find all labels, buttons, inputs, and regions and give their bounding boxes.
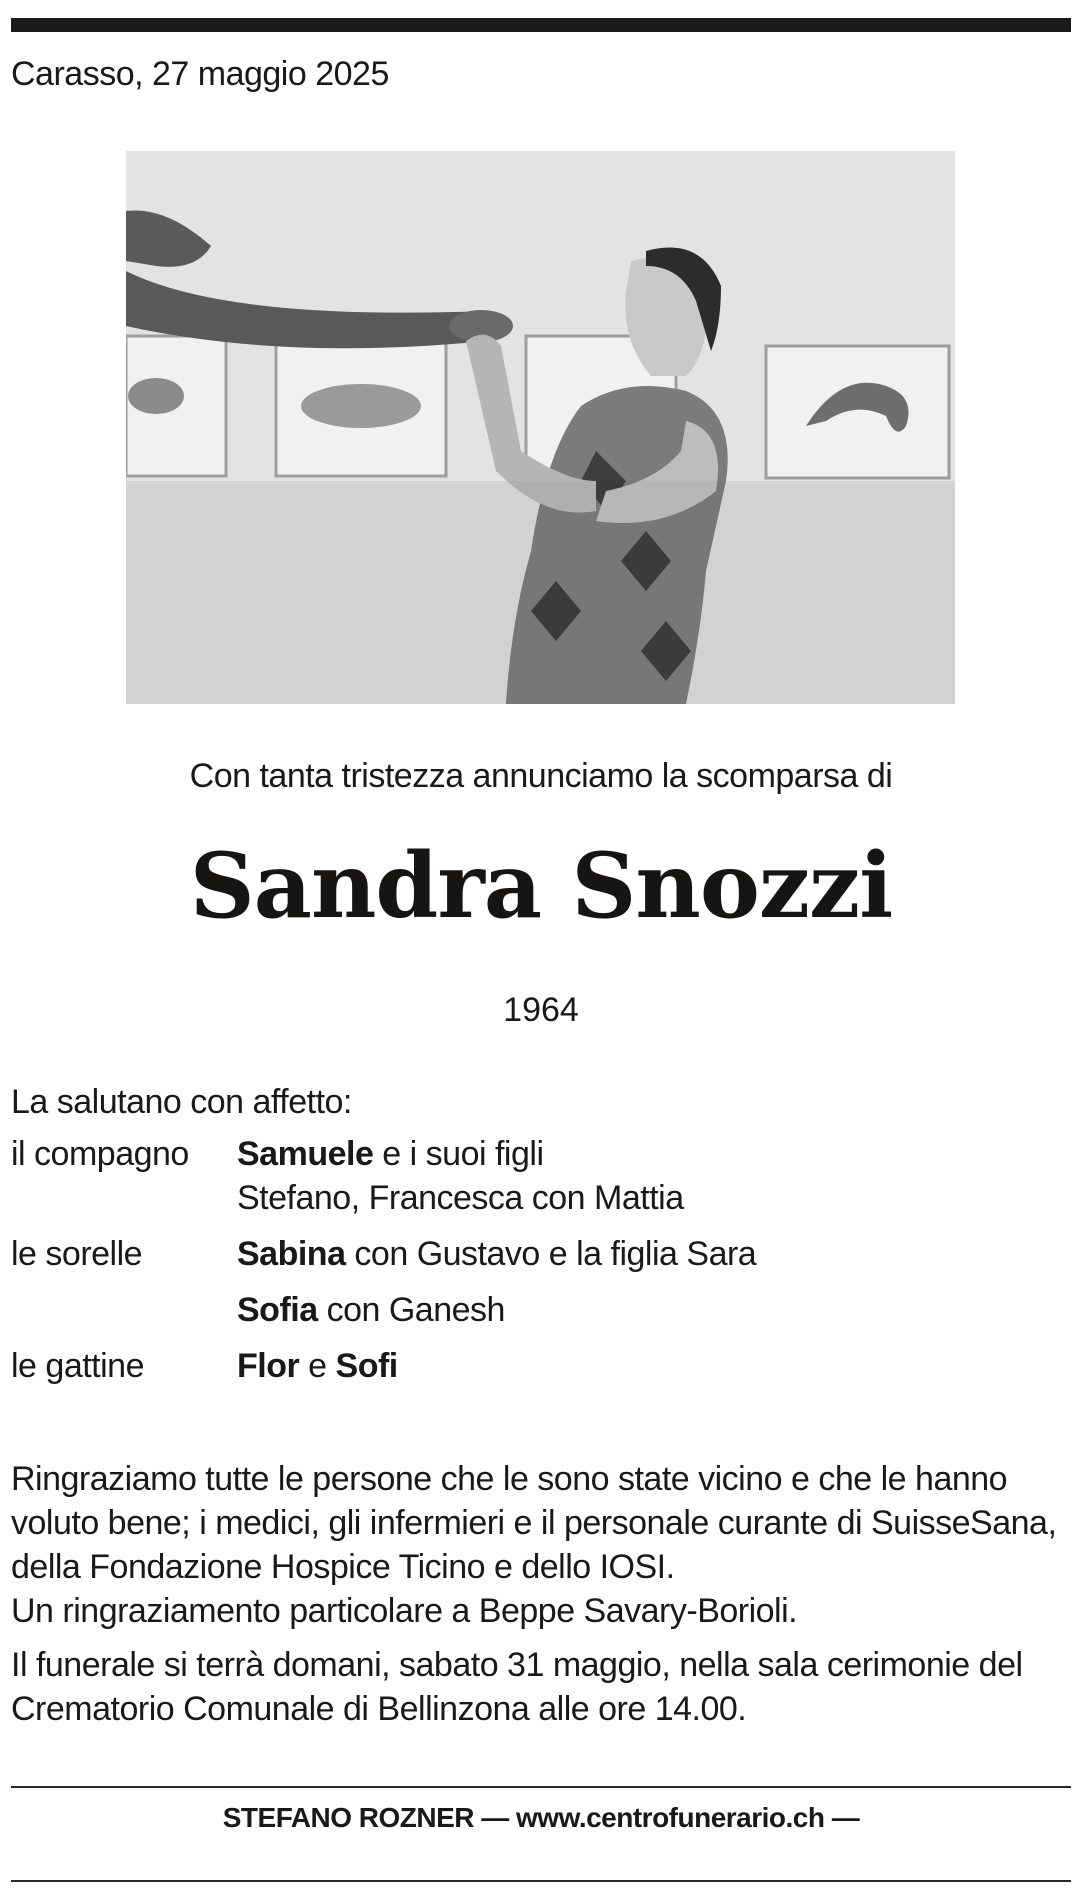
- framed-picture-right: [766, 346, 949, 478]
- relatives: [237, 1288, 1071, 1332]
- relative-name: Sofi: [335, 1347, 398, 1385]
- relation-label: le sorelle: [11, 1235, 143, 1273]
- relation-label: le gattine: [11, 1347, 144, 1385]
- relative-detail: con Ganesh: [317, 1291, 505, 1329]
- footer-credit: STEFANO ROZNER — www.centrofunerario.ch —: [222, 1802, 860, 1833]
- framed-picture-center-left: [276, 336, 446, 476]
- announcement-intro: Con tanta tristezza annunciamo la scomparsa di: [189, 757, 893, 795]
- family-row-sisters: [11, 1232, 1071, 1276]
- relatives: [237, 1232, 1071, 1276]
- relation-label: il compagno: [11, 1135, 189, 1173]
- dateline: Carasso, 27 maggio 2025: [11, 55, 389, 93]
- relatives: [237, 1132, 1071, 1220]
- family-list: [11, 1132, 1071, 1400]
- family-row-kittens: [11, 1344, 1071, 1388]
- framed-picture-left: [126, 336, 226, 476]
- greeting-heading: La salutano con affetto:: [11, 1083, 352, 1121]
- relative-name: Sofia: [237, 1291, 318, 1329]
- relative-detail: e i suoi figli: [373, 1135, 544, 1173]
- footer-rule-bottom: [11, 1880, 1071, 1882]
- relative-name: Flor: [237, 1347, 300, 1385]
- footer-rule-top: [11, 1786, 1071, 1788]
- birth-year: 1964: [503, 991, 579, 1029]
- family-row-companion: [11, 1132, 1071, 1220]
- relative-name: Sabina: [237, 1235, 346, 1273]
- top-rule: [11, 18, 1071, 32]
- relative-separator: e: [299, 1347, 336, 1385]
- relative-detail-line2: Stefano, Francesca con Mattia: [237, 1179, 684, 1217]
- special-thanks: Un ringraziamento particolare a Beppe Savary-Borioli.: [11, 1592, 798, 1630]
- thanks-paragraph: Ringraziamo tutte le persone che le sono state vicino e che le hanno voluto bene; i medici, gli infermieri e il personale curante di SuisseSana, della Fondazione Hospice Ticino e dello IOSI.: [11, 1460, 1057, 1586]
- relatives: [237, 1344, 1071, 1388]
- thanks-section: [11, 1457, 1071, 1731]
- relative-name: Samuele: [237, 1135, 374, 1173]
- deceased-name: Sandra Snozzi: [189, 833, 893, 939]
- portrait-photo: [126, 151, 955, 704]
- funeral-info: Il funerale si terrà domani, sabato 31 maggio, nella sala cerimonie del Crematorio Comunale di Bellinzona alle ore 14.00.: [11, 1646, 1023, 1728]
- relative-detail: con Gustavo e la figlia Sara: [345, 1235, 757, 1273]
- family-row-sister-2: [11, 1288, 1071, 1332]
